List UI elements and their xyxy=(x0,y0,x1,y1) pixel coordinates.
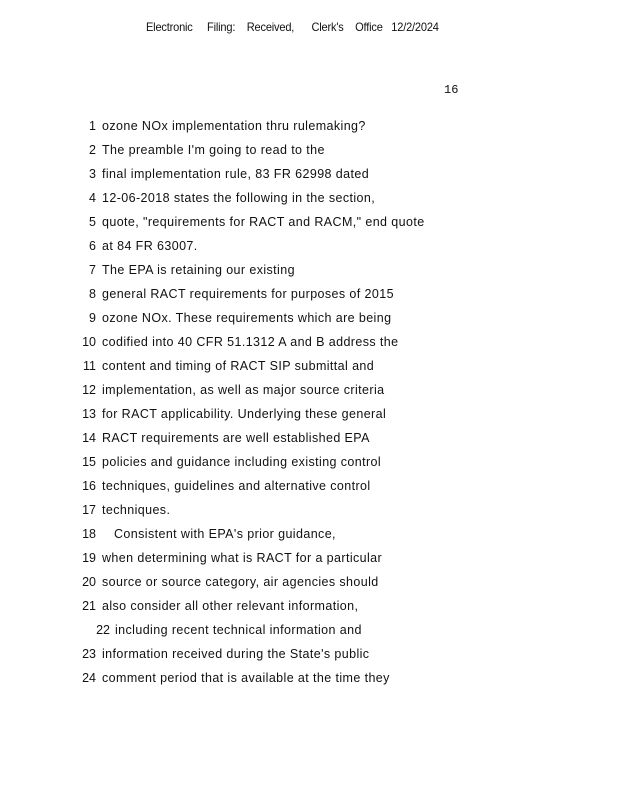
line-number: 6 xyxy=(89,239,96,253)
transcript-line xyxy=(0,261,618,285)
line-text: source or source category, air agencies should xyxy=(102,575,379,589)
line-number: 2 xyxy=(89,143,96,157)
line-text: information received during the State's public xyxy=(102,647,370,661)
line-text: including recent technical information and xyxy=(115,623,362,637)
line-number: 22 xyxy=(96,623,110,637)
line-number: 20 xyxy=(82,575,96,589)
transcript-body xyxy=(0,117,618,693)
line-number: 10 xyxy=(82,335,96,349)
transcript-line xyxy=(0,237,618,261)
line-text: content and timing of RACT SIP submittal and xyxy=(102,359,375,373)
transcript-line xyxy=(0,405,618,429)
line-text: final implementation rule, 83 FR 62998 dated xyxy=(102,167,370,181)
line-text: 12-06-2018 states the following in the section, xyxy=(102,191,376,205)
line-number: 13 xyxy=(82,407,96,421)
transcript-line xyxy=(0,501,618,525)
line-text: comment period that is available at the time they xyxy=(102,671,390,685)
line-number: 24 xyxy=(82,671,96,685)
filing-stamp-header: Electronic Filing: Received, Clerk's Office 12/2/2024 xyxy=(146,20,439,34)
line-number: 12 xyxy=(82,383,96,397)
line-text: Consistent with EPA's prior guidance, xyxy=(114,527,336,541)
transcript-line xyxy=(0,549,618,573)
page-number: 16 xyxy=(444,83,459,97)
line-number: 8 xyxy=(89,287,96,301)
transcript-line xyxy=(0,573,618,597)
transcript-line xyxy=(0,357,618,381)
line-text: RACT requirements are well established EPA xyxy=(102,431,370,445)
line-text: The preamble I'm going to read to the xyxy=(102,143,325,157)
transcript-line xyxy=(0,477,618,501)
transcript-line xyxy=(0,213,618,237)
transcript-line xyxy=(0,333,618,357)
transcript-line xyxy=(0,285,618,309)
line-number: 7 xyxy=(89,263,96,277)
transcript-line xyxy=(0,381,618,405)
transcript-line xyxy=(0,621,618,645)
line-text: ozone NOx. These requirements which are being xyxy=(102,311,392,325)
line-number: 4 xyxy=(89,191,96,205)
line-number: 14 xyxy=(82,431,96,445)
line-text: The EPA is retaining our existing xyxy=(102,263,295,277)
line-text: policies and guidance including existing control xyxy=(102,455,382,469)
line-text: quote, "requirements for RACT and RACM," end quote xyxy=(102,215,425,229)
line-number: 15 xyxy=(82,455,96,469)
line-number: 21 xyxy=(82,599,96,613)
transcript-line xyxy=(0,309,618,333)
line-text: at 84 FR 63007. xyxy=(102,239,198,253)
line-number: 19 xyxy=(82,551,96,565)
line-number: 1 xyxy=(89,119,96,133)
transcript-line xyxy=(0,645,618,669)
transcript-line xyxy=(0,453,618,477)
line-text: techniques, guidelines and alternative control xyxy=(102,479,371,493)
line-number: 18 xyxy=(82,527,96,541)
line-number: 17 xyxy=(82,503,96,517)
line-text: when determining what is RACT for a particular xyxy=(102,551,383,565)
transcript-line xyxy=(0,525,618,549)
line-number: 11 xyxy=(83,359,96,373)
transcript-line xyxy=(0,189,618,213)
line-text: ozone NOx implementation thru rulemaking? xyxy=(102,119,366,133)
line-text: techniques. xyxy=(102,503,171,517)
transcript-line xyxy=(0,165,618,189)
transcript-line xyxy=(0,429,618,453)
line-number: 23 xyxy=(82,647,96,661)
line-number: 3 xyxy=(89,167,96,181)
line-text: codified into 40 CFR 51.1312 A and B address the xyxy=(102,335,399,349)
transcript-line xyxy=(0,597,618,621)
line-text: implementation, as well as major source criteria xyxy=(102,383,385,397)
line-text: also consider all other relevant information, xyxy=(102,599,359,613)
transcript-line xyxy=(0,669,618,693)
transcript-line xyxy=(0,141,618,165)
line-number: 16 xyxy=(82,479,96,493)
line-text: for RACT applicability. Underlying these general xyxy=(102,407,387,421)
line-number: 9 xyxy=(89,311,96,325)
line-text: general RACT requirements for purposes of 2015 xyxy=(102,287,394,301)
line-number: 5 xyxy=(89,215,96,229)
transcript-line xyxy=(0,117,618,141)
